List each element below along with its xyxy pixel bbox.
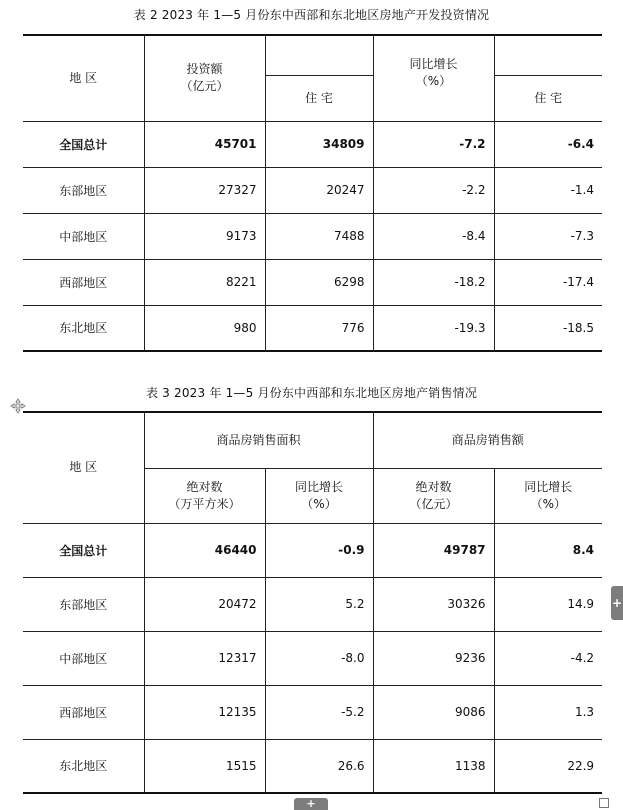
row-yoy-residential: -18.5 (494, 305, 602, 351)
header-sales-group: 商品房销售额 (373, 412, 602, 468)
row-area: 46440 (144, 523, 265, 577)
row-area-yoy: 5.2 (265, 577, 373, 631)
header-region: 地 区 (23, 35, 144, 121)
row-yoy-residential: -7.3 (494, 213, 602, 259)
header-sales-yoy-unit: （%） (530, 496, 566, 511)
row-area-yoy: -5.2 (265, 685, 373, 739)
row-area: 1515 (144, 739, 265, 793)
table-row (23, 213, 602, 259)
header-blank-2 (494, 35, 602, 75)
row-area-yoy: -8.0 (265, 631, 373, 685)
table-row (23, 577, 602, 631)
table-row (23, 739, 602, 793)
row-region: 中部地区 (23, 631, 144, 685)
row-region: 东北地区 (23, 305, 144, 351)
header-sales-yoy-title: 同比增长 (524, 479, 573, 494)
table-row (23, 305, 602, 351)
row-yoy-residential: -17.4 (494, 259, 602, 305)
row-sales: 9236 (373, 631, 494, 685)
row-sales: 49787 (373, 523, 494, 577)
header-sales-yoy (494, 468, 602, 523)
row-yoy: -7.2 (373, 121, 494, 167)
row-region: 西部地区 (23, 259, 144, 305)
header-investment (144, 35, 265, 121)
add-column-button[interactable]: + (611, 586, 623, 620)
table-row (23, 631, 602, 685)
row-yoy: -8.4 (373, 213, 494, 259)
header-sales-abs-title: 绝对数 (415, 479, 452, 494)
row-sales-yoy: 1.3 (494, 685, 602, 739)
header-area-abs-title: 绝对数 (186, 479, 223, 494)
header-sales-abs-unit: （亿元） (409, 496, 458, 511)
add-row-button[interactable]: + (294, 798, 328, 810)
row-residential: 6298 (265, 259, 373, 305)
row-region: 西部地区 (23, 685, 144, 739)
row-region: 东北地区 (23, 739, 144, 793)
row-residential: 776 (265, 305, 373, 351)
table-row (23, 121, 602, 167)
header-area-abs (144, 468, 265, 523)
row-sales-yoy: 14.9 (494, 577, 602, 631)
row-yoy-residential: -1.4 (494, 167, 602, 213)
row-investment: 980 (144, 305, 265, 351)
row-yoy: -19.3 (373, 305, 494, 351)
header-residential: 住 宅 (265, 75, 373, 121)
row-residential: 7488 (265, 213, 373, 259)
table-row (23, 259, 602, 305)
row-region: 东部地区 (23, 167, 144, 213)
row-investment: 8221 (144, 259, 265, 305)
table-row (23, 685, 602, 739)
row-area: 12317 (144, 631, 265, 685)
resize-handle[interactable] (599, 798, 609, 808)
table3-caption: 表 3 2023 年 1—5 月份东中西部和东北地区房地产销售情况 (145, 386, 478, 400)
header-region: 地 区 (23, 412, 144, 523)
row-region: 全国总计 (23, 523, 144, 577)
table2-caption: 表 2 2023 年 1—5 月份东中西部和东北地区房地产开发投资情况 (133, 8, 490, 22)
header-area-yoy (265, 468, 373, 523)
sales-table (23, 411, 602, 794)
row-residential: 20247 (265, 167, 373, 213)
header-area-abs-unit: （万平方米） (168, 496, 241, 511)
header-yoy-unit: （%） (415, 74, 452, 88)
row-sales: 30326 (373, 577, 494, 631)
row-yoy: -18.2 (373, 259, 494, 305)
row-area: 20472 (144, 577, 265, 631)
header-area-group: 商品房销售面积 (144, 412, 373, 468)
row-region: 东部地区 (23, 577, 144, 631)
table-row (23, 523, 602, 577)
row-sales: 9086 (373, 685, 494, 739)
investment-table (23, 34, 602, 352)
header-area-yoy-title: 同比增长 (295, 479, 344, 494)
row-sales-yoy: -4.2 (494, 631, 602, 685)
header-yoy-residential: 住 宅 (494, 75, 602, 121)
header-investment-title: 投资额 (186, 62, 223, 77)
row-area: 12135 (144, 685, 265, 739)
header-sales-abs (373, 468, 494, 523)
row-sales-yoy: 22.9 (494, 739, 602, 793)
row-yoy-residential: -6.4 (494, 121, 602, 167)
row-yoy: -2.2 (373, 167, 494, 213)
row-area-yoy: -0.9 (265, 523, 373, 577)
row-region: 全国总计 (23, 121, 144, 167)
row-area-yoy: 26.6 (265, 739, 373, 793)
header-blank (265, 35, 373, 75)
table-row (23, 167, 602, 213)
row-investment: 27327 (144, 167, 265, 213)
row-region: 中部地区 (23, 213, 144, 259)
header-area-yoy-unit: （%） (301, 496, 337, 511)
row-sales: 1138 (373, 739, 494, 793)
row-sales-yoy: 8.4 (494, 523, 602, 577)
header-yoy-title: 同比增长 (409, 57, 458, 71)
header-yoy (373, 35, 494, 121)
header-investment-unit: （亿元） (180, 79, 229, 94)
row-investment: 45701 (144, 121, 265, 167)
row-investment: 9173 (144, 213, 265, 259)
row-residential: 34809 (265, 121, 373, 167)
